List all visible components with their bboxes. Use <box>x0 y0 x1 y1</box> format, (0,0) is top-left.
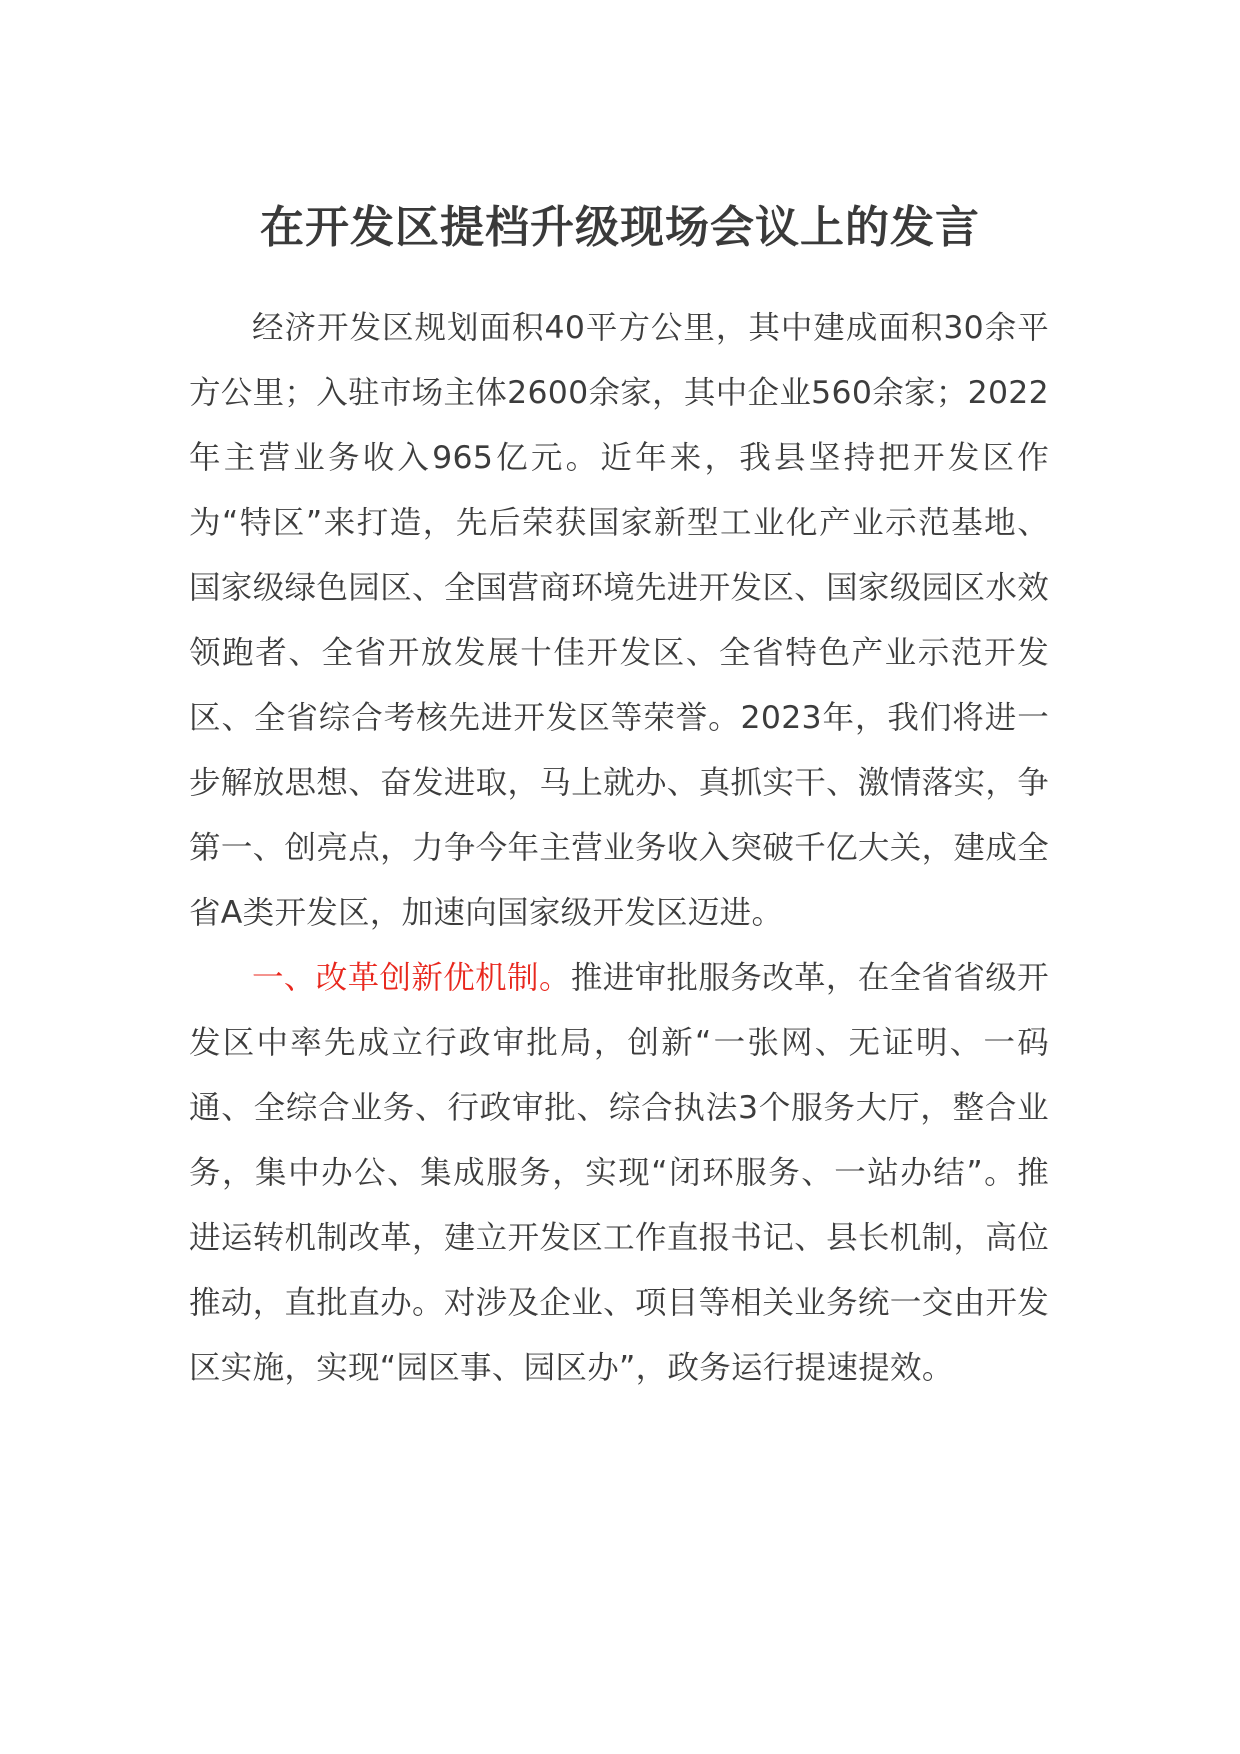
document-title: 在开发区提档升级现场会议上的发言 <box>260 202 980 253</box>
section-1-heading: 一、改革创新优机制。 <box>252 960 571 996</box>
paragraph-section-1 <box>189 946 1049 1401</box>
section-1-text: 推进审批服务改革，在全省省级开发区中率先成立行政审批局，创新“一张网、无证明、一码通、全综合业务、行政审批、综合执法3个服务大厅，整合业务，集中办公、集成服务，实现“闭环服务、一站办结”。推进运转机制改革，建立开发区工作直报书记、县长机制，高位推动，直批直办。对涉及企业、项目等相关业务统一交由开发区实施，实现“园区事、园区办”，政务运行提速提效。 <box>189 960 1049 1386</box>
document-body <box>189 296 1049 1401</box>
paragraph-intro <box>189 296 1049 946</box>
paragraph-intro-text: 经济开发区规划面积40平方公里，其中建成面积30余平方公里；入驻市场主体2600余家，其中企业560余家；2022年主营业务收入965亿元。近年来，我县坚持把开发区作为“特区”来打造，先后荣获国家新型工业化产业示范基地、国家级绿色园区、全国营商环境先进开发区、国家级园区水效领跑者、全省开放发展十佳开发区、全省特色产业示范开发区、全省综合考核先进开发区等荣誉。2023年，我们将进一步解放思想、奋发进取，马上就办、真抓实干、激情落实，争第一、创亮点，力争今年主营业务收入突破千亿大关，建成全省A类开发区，加速向国家级开发区迈进。 <box>189 310 1049 931</box>
